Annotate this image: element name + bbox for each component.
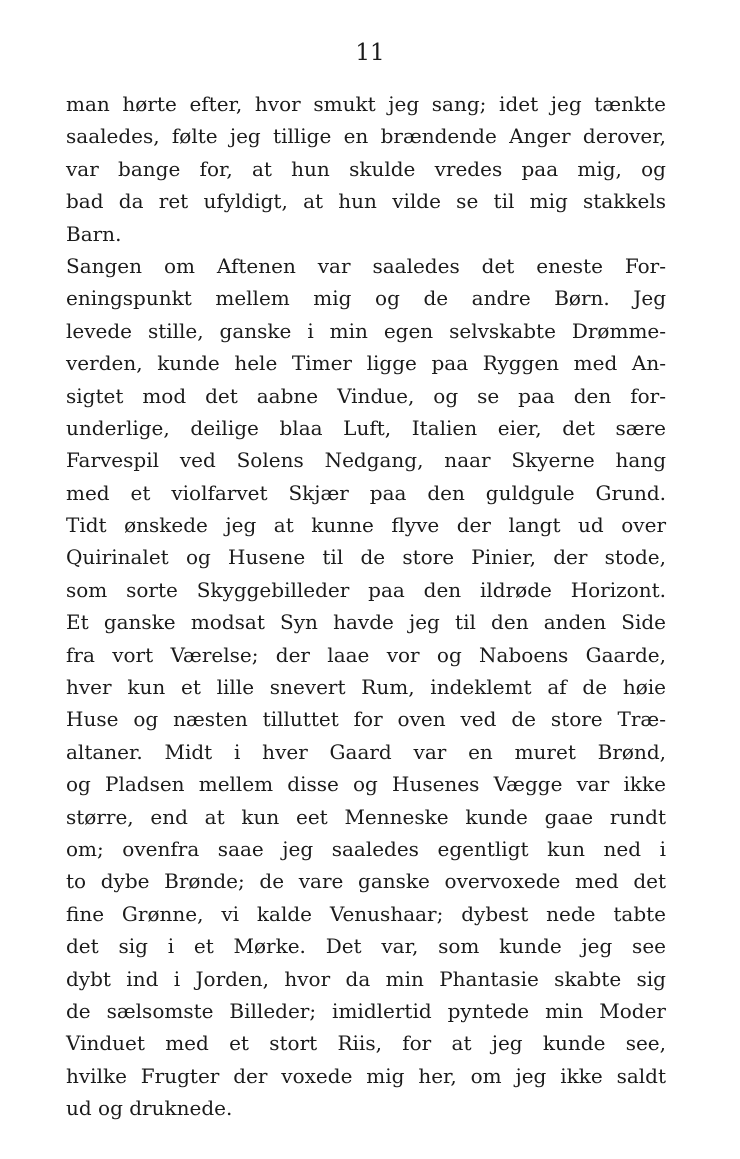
text-line: saaledes, følte jeg tillige en brændende Anger derover,: [66, 124, 666, 149]
page-number: 11: [355, 40, 385, 66]
text-line: større, end at kun eet Menneske kunde gaae rundt: [66, 804, 666, 829]
text-line: fine Grønne, vi kalde Venushaar; dybest nede tabte: [66, 901, 666, 926]
text-line: det sig i et Mørke. Det var, som kunde jeg see: [66, 934, 666, 959]
text-line: fra vort Værelse; der laae vor og Naboens Gaarde,: [66, 642, 666, 667]
text-line: dybt ind i Jorden, hvor da min Phantasie skabte sig: [66, 966, 666, 991]
text-line: Tidt ønskede jeg at kunne flyve der langt ud over: [66, 513, 666, 538]
text-line: eningspunkt mellem mig og de andre Børn. Jeg: [66, 286, 666, 311]
text-line: var bange for, at hun skulde vredes paa mig, og: [66, 156, 666, 181]
text-line: sigtet mod det aabne Vindue, og se paa den for-: [66, 383, 666, 408]
text-line: hvilke Frugter der voxede mig her, om jeg ikke saldt: [66, 1063, 666, 1088]
text-line: bad da ret ufyldigt, at hun vilde se til mig stakkels: [66, 189, 666, 214]
text-line: Quirinalet og Husene til de store Pinier, der stode,: [66, 545, 666, 570]
text-line: altaner. Midt i hver Gaard var en muret Brønd,: [66, 739, 666, 764]
text-line: Vinduet med et stort Riis, for at jeg kunde see,: [66, 1031, 666, 1056]
text-line: med et violfarvet Skjær paa den guldgule Grund.: [66, 480, 666, 505]
text-line: Sangen om Aftenen var saaledes det eneste For-: [66, 253, 666, 278]
text-line: Huse og næsten tilluttet for oven ved de store Træ-: [66, 707, 666, 732]
text-line: og Pladsen mellem disse og Husenes Vægge var ikke: [66, 772, 666, 797]
text-line: Et ganske modsat Syn havde jeg til den anden Side: [66, 610, 666, 635]
text-line: man hørte efter, hvor smukt jeg sang; idet jeg tænkte: [66, 92, 666, 116]
text-line: underlige, deilige blaa Luft, Italien eier, det sære: [66, 415, 666, 440]
text-line: om; ovenfra saae jeg saaledes egentligt kun ned i: [66, 836, 666, 861]
text-line: ud og druknede.: [66, 1096, 233, 1121]
text-line: Farvespil ved Solens Nedgang, naar Skyerne hang: [66, 448, 666, 473]
text-line: hver kun et lille snevert Rum, indeklemt af de høie: [66, 675, 666, 700]
body-text: [66, 88, 666, 1125]
text-line: verden, kunde hele Timer ligge paa Ryggen med An-: [66, 351, 666, 376]
text-line: som sorte Skyggebilleder paa den ildrøde Horizont.: [66, 577, 666, 602]
text-line: to dybe Brønde; de vare ganske overvoxede med det: [66, 869, 666, 894]
text-line: Barn.: [66, 221, 122, 246]
text-line: levede stille, ganske i min egen selvskabte Drømme-: [66, 318, 666, 343]
text-line: de sælsomste Billeder; imidlertid pyntede min Moder: [66, 998, 666, 1023]
